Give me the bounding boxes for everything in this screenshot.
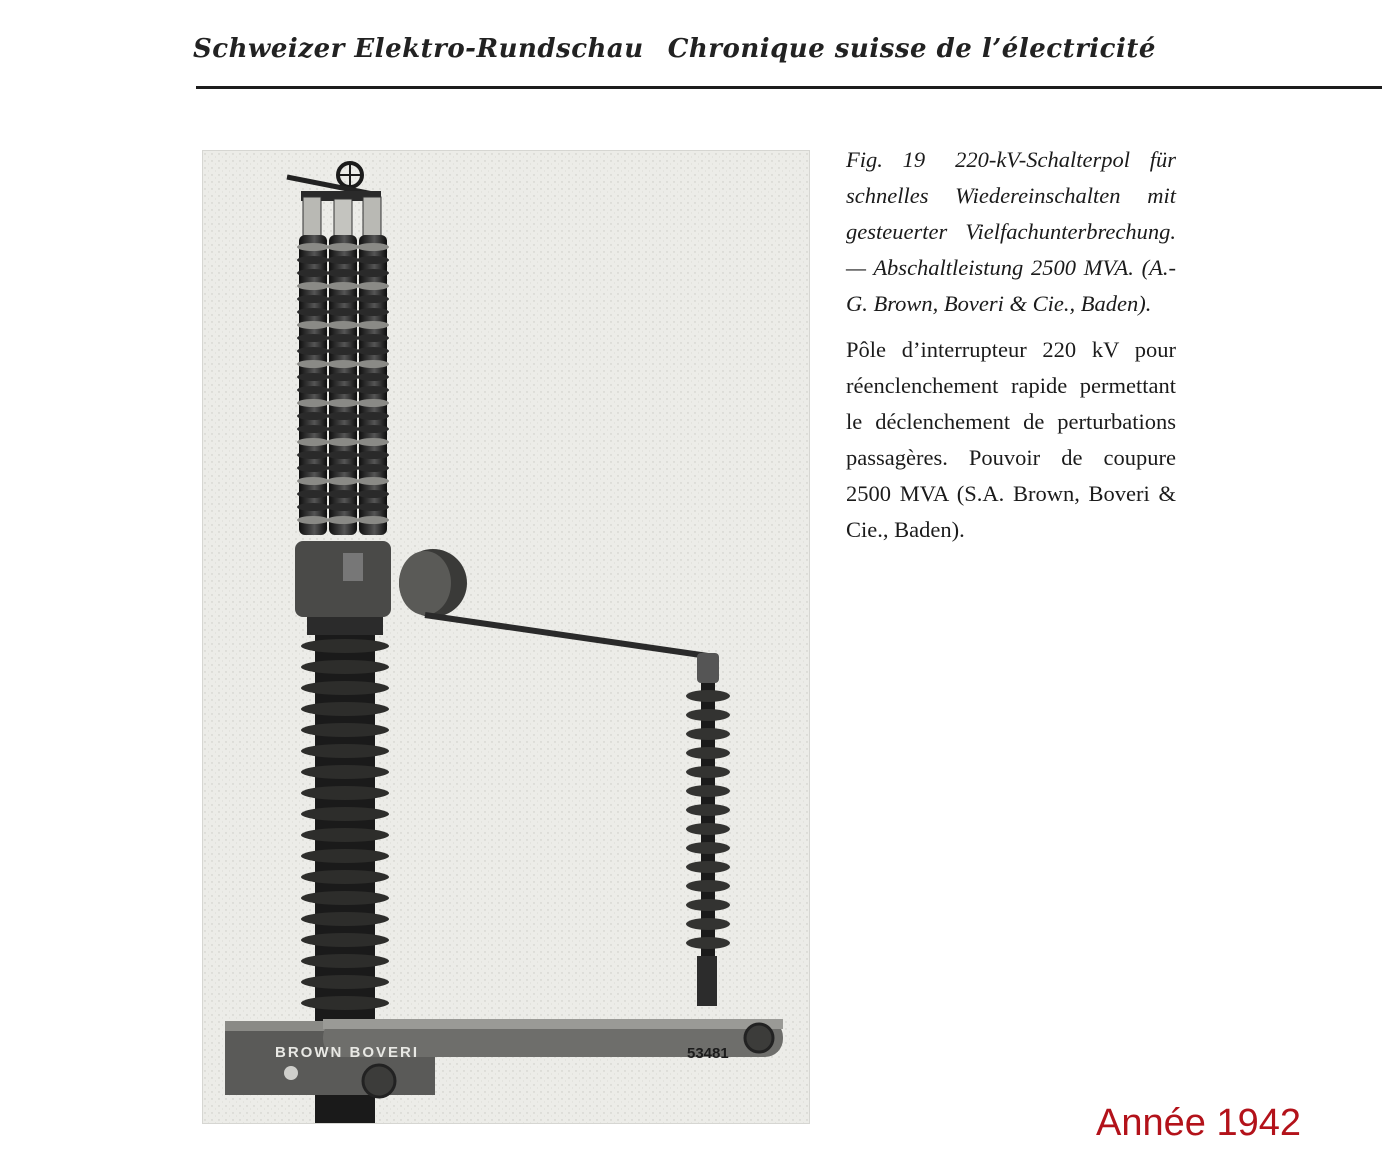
insulator-shed: [327, 477, 359, 485]
insulator-shed: [301, 849, 389, 863]
insulator-shed: [301, 660, 389, 674]
insulator-shed: [357, 269, 389, 277]
insulator-shed: [301, 996, 389, 1010]
figure-label: Fig. 19: [846, 147, 926, 172]
insulator-shed: [357, 308, 389, 316]
insulator-shed: [357, 256, 389, 264]
insulator-shed: [686, 937, 730, 949]
insulator-shed: [686, 804, 730, 816]
insulator-shed: [301, 639, 389, 653]
insulator-shed: [297, 464, 329, 472]
insulator-shed: [686, 728, 730, 740]
insulator-shed: [357, 295, 389, 303]
insulator-shed: [301, 954, 389, 968]
insulator-shed: [297, 347, 329, 355]
insulator-shed: [327, 243, 359, 251]
insulator-shed: [301, 765, 389, 779]
insulator-shed: [297, 386, 329, 394]
insulator-shed: [357, 503, 389, 511]
insulator-shed: [327, 373, 359, 381]
insulator-shed: [357, 360, 389, 368]
insulator-shed: [686, 880, 730, 892]
insulator-shed: [297, 360, 329, 368]
insulator-shed: [301, 681, 389, 695]
insulator-shed: [301, 786, 389, 800]
insulator-shed: [686, 690, 730, 702]
insulator-shed: [327, 412, 359, 420]
insulator-shed: [357, 282, 389, 290]
plate-brand: BROWN BOVERI: [275, 1044, 419, 1061]
insulator-shed: [327, 386, 359, 394]
insulator-shed: [297, 438, 329, 446]
insulator-shed: [327, 503, 359, 511]
caption-french: Pôle d’interrupteur 220 kV pour réenclenchement rapide permettant le déclenchement de perturbations passagères. Pouvoir de coupure 2500 MVA (S.A. Brown, Boveri & Cie., Baden).: [846, 337, 1176, 542]
insulator-shed: [357, 425, 389, 433]
insulator-shed: [297, 373, 329, 381]
insulator-shed: [357, 464, 389, 472]
insulator-shed: [297, 516, 329, 524]
insulator-shed: [327, 269, 359, 277]
insulator-shed: [357, 347, 389, 355]
insulator-shed: [327, 425, 359, 433]
insulator-shed: [301, 975, 389, 989]
insulator-shed: [327, 308, 359, 316]
insulator-shed: [357, 334, 389, 342]
header-title-de: Schweizer Elektro-Rundschau: [193, 34, 644, 64]
insulator-shed: [327, 360, 359, 368]
insulator-shed: [297, 451, 329, 459]
insulator-shed: [327, 438, 359, 446]
insulator-shed: [686, 842, 730, 854]
insulator-shed: [301, 933, 389, 947]
insulator-shed: [357, 438, 389, 446]
insulator-shed: [297, 503, 329, 511]
caption-german-text: 220-kV-Schalterpol für schnelles Wiedereinschalten mit gesteuerter Vielfachunterbrechung. — Abschaltleistung 2500 MVA. (A.-G. Brown, Boveri & Cie., Baden).: [846, 147, 1176, 316]
insulator-shed: [301, 828, 389, 842]
insulator-shed: [301, 912, 389, 926]
insulator-shed: [297, 412, 329, 420]
header-rule: [196, 86, 1382, 89]
insulator-shed: [686, 709, 730, 721]
insulator-shed: [297, 321, 329, 329]
insulator-shed: [327, 399, 359, 407]
insulator-shed: [301, 723, 389, 737]
insulator-shed: [301, 870, 389, 884]
insulator-shed: [297, 490, 329, 498]
insulator-shed: [297, 269, 329, 277]
year-stamp: Année 1942: [1096, 1102, 1301, 1144]
insulator-shed: [686, 861, 730, 873]
caption-german: [846, 142, 1176, 322]
insulator-shed: [357, 243, 389, 251]
insulator-shed: [357, 490, 389, 498]
insulator-shed: [297, 334, 329, 342]
insulator-shed: [301, 702, 389, 716]
insulator-shed: [686, 899, 730, 911]
insulator-shed: [327, 321, 359, 329]
insulator-shed: [327, 516, 359, 524]
insulator-shed: [327, 451, 359, 459]
insulator-shed: [327, 295, 359, 303]
insulator-shed: [297, 477, 329, 485]
insulator-shed: [357, 412, 389, 420]
header-title-fr: Chronique suisse de l’électricité: [667, 34, 1156, 64]
insulator-shed: [301, 807, 389, 821]
insulator-shed: [686, 785, 730, 797]
insulator-shed: [357, 373, 389, 381]
insulator-shed: [357, 399, 389, 407]
insulator-shed: [327, 282, 359, 290]
insulator-shed: [327, 464, 359, 472]
insulator-shed: [357, 516, 389, 524]
insulator-shed: [297, 295, 329, 303]
circuit-breaker-illustration: [203, 151, 809, 1123]
insulator-shed: [327, 347, 359, 355]
insulator-shed: [686, 823, 730, 835]
insulator-shed: [297, 425, 329, 433]
insulator-shed: [297, 243, 329, 251]
insulator-shed: [327, 256, 359, 264]
plate-number: 53481: [687, 1045, 729, 1062]
insulator-shed: [357, 477, 389, 485]
insulator-shed: [297, 282, 329, 290]
insulator-shed: [297, 399, 329, 407]
insulator-shed: [297, 256, 329, 264]
insulator-shed: [357, 321, 389, 329]
figure-caption: [846, 142, 1176, 548]
interrupter-columns: [297, 197, 389, 535]
insulator-shed: [301, 744, 389, 758]
insulator-shed: [686, 747, 730, 759]
circuit-breaker-photo: [202, 150, 810, 1124]
insulator-shed: [297, 308, 329, 316]
insulator-shed: [686, 918, 730, 930]
journal-header: [193, 34, 1156, 64]
insulator-shed: [327, 490, 359, 498]
insulator-shed: [357, 451, 389, 459]
insulator-shed: [686, 766, 730, 778]
insulator-shed: [357, 386, 389, 394]
insulator-shed: [327, 334, 359, 342]
insulator-shed: [301, 891, 389, 905]
